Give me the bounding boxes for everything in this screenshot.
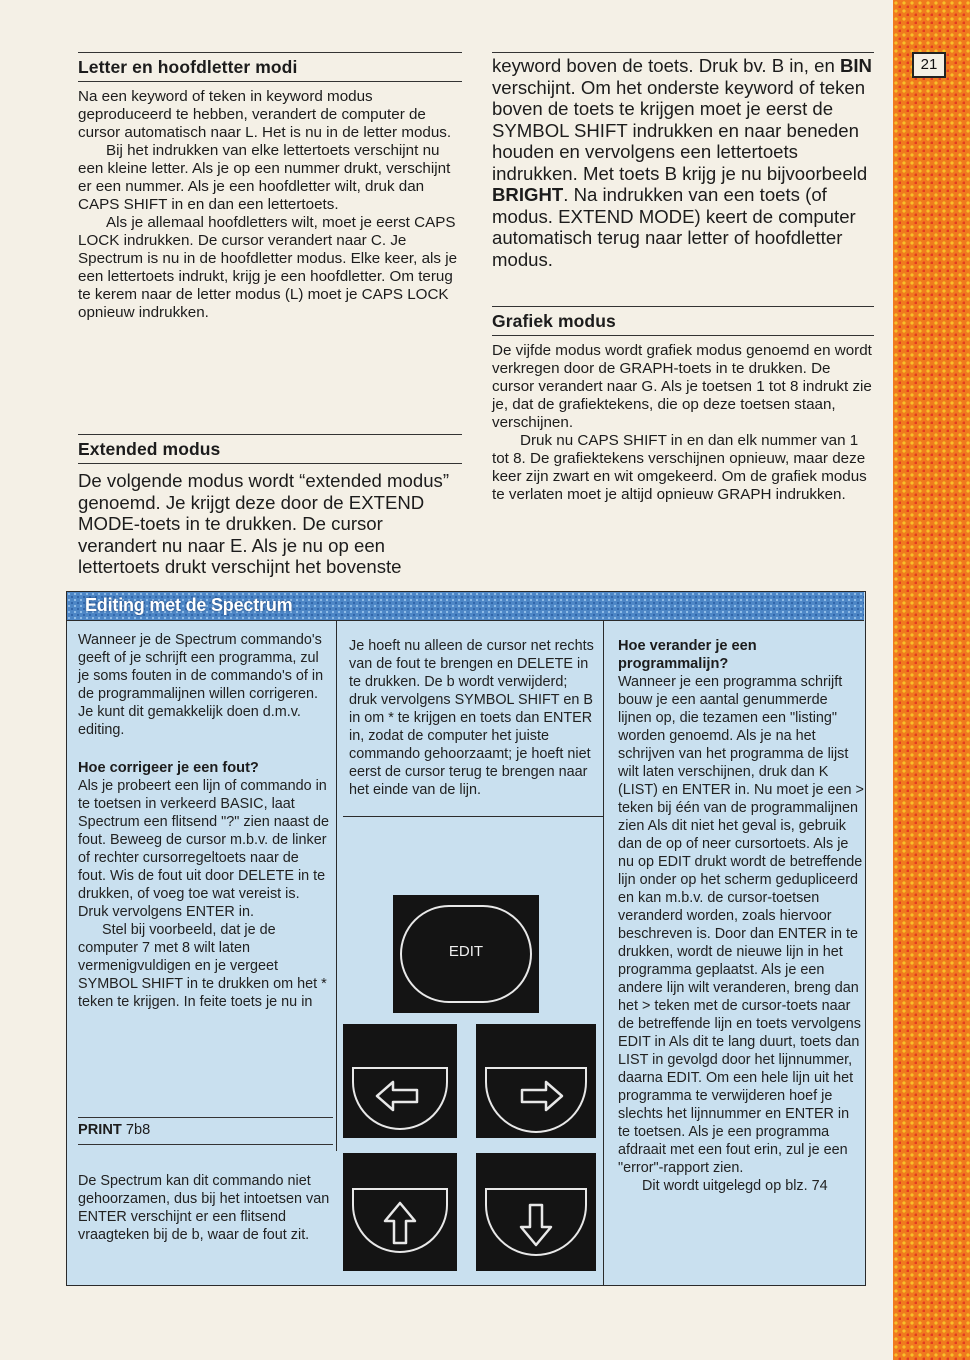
box-title: Editing met de Spectrum	[85, 595, 293, 615]
subheading: Hoe verander je een programmalijn?	[618, 638, 757, 672]
text-run: . Na indrukken van een toets (of modus. EXTEND MODE) keert de computer automatisch terug naar letter of hoofdletter modus.	[492, 184, 856, 270]
paragraph: Bij het indrukken van elke lettertoets verschijnt nu een kleine letter. Als je op een nummer drukt, verschijnt er een nummer. Als je een hoofdletter wilt, druk dan CAPS SHIFT in en dan een lettertoets.	[78, 142, 451, 213]
paragraph: Dit wordt uitgelegd op blz. 74	[642, 1178, 828, 1194]
column-divider	[336, 621, 337, 1151]
left-arrow-icon	[343, 1024, 457, 1138]
box-column-1-end	[78, 1172, 330, 1244]
heading-letter-modi: Letter en hoofdletter modi	[78, 52, 462, 82]
heading-grafiek-modus: Grafiek modus	[492, 306, 874, 336]
text-run: verschijnt. Om het onderste keyword of teken boven de toets te krijgen moet je eerst de SYMBOL SHIFT indrukken en naar beneden houden en vervolgens een lettertoets indrukken. Met toets B krijg je nu bijvoorbeeld	[492, 76, 868, 184]
right-column-grafiek	[492, 306, 874, 504]
paragraph: Stel bij voorbeeld, dat je de computer 7 met 8 wilt laten vermenigvuldigen en je vergeet SYMBOL SHIFT in te drukken om het * teken te krijgen. In feite toets je nu in	[78, 922, 327, 1010]
paragraph: Als je allemaal hoofdletters wilt, moet je eerst CAPS LOCK indrukken. De cursor verandert naar C. Je Spectrum is nu in de hoofdletter modus. Elke keer, als je een lettertoets indrukt, krijg je een hoofdletter. Om terug te kerem naar de letter modus (L) moet je CAPS LOCK opnieuw indrukken.	[78, 214, 458, 321]
cursor-left-key	[343, 1024, 457, 1138]
right-arrow-icon	[476, 1024, 596, 1138]
edit-key	[393, 895, 539, 1013]
cursor-right-key	[476, 1024, 596, 1138]
box-title-bar	[67, 592, 864, 621]
paragraph-continued	[492, 52, 874, 270]
paragraph: De volgende modus wordt “extended modus” genoemd. Je krijgt deze door de EXTEND MODE-toets in te drukken. De cursor verandert nu naar E. Als je nu op een lettertoets drukt verschijnt het bovenste	[78, 470, 450, 577]
edit-key-label: EDIT	[448, 943, 484, 960]
box-column-2	[349, 637, 595, 799]
right-column	[492, 52, 874, 270]
paragraph: Wanneer je een programma schrijft bouw je een aantal genummerde lijnen op, die tezamen een "listing" worden genoemd. Als je na het schrijven van het programma de lijst wilt laten verschijnen, druk dan K (LIST) en ENTER in. Nu moet je een > teken bij één van de programmalijnen zien Als dit niet het geval is, gebruik dan de op of neer cursortoets. Als je nu op EDIT drukt wordt de betreffende lijn onder op het scherm gedupliceerd en kan m.b.v. de cursor-toetsen veranderd worden, zoals hiervoor beschreven is. Door dan ENTER in te drukken, wordt de nieuwe lijn in het programma geplaatst. Als je een andere lijn wilt veranderen, breng dan het > teken met de cursor-toets naar de betreffende lijn en toets vervolgens EDIT in Als dit te lang duurt, toets dan LIST in gevolgd door het lijnnummer, daarna EDIT. Om een hele lijn uit het programma te verwijderen hoef je slechts het lijnnummer en ENTER in te toetsen. Als je een programma afdraait met een fout erin, zul je een "error"-rapport zien.	[618, 674, 864, 1176]
page-number: 21	[912, 52, 946, 78]
bold-keyword: BIN	[839, 55, 872, 76]
down-arrow-icon	[476, 1153, 596, 1271]
cursor-down-key	[476, 1153, 596, 1271]
column-divider	[603, 621, 604, 1285]
print-keyword: PRINT	[78, 1122, 122, 1138]
divider	[343, 816, 603, 817]
paragraph: De Spectrum kan dit commando niet gehoorzamen, dus bij het intoetsen van ENTER verschijnt er een flitsend vraagteken bij de b, waar de fout zit.	[78, 1173, 330, 1243]
paragraph: Druk nu CAPS SHIFT in en dan elk nummer van 1 tot 8. De grafiektekens verschijnen opnieuw, maar deze keer zijn zwart en wit omgekeerd. Om de grafiek modus te verlaten moet je altijd opnieuw GRAPH indrukken.	[492, 432, 867, 503]
heading-extended-modus: Extended modus	[78, 434, 462, 464]
box-column-3	[618, 637, 864, 1195]
left-column-extended	[78, 434, 462, 578]
print-argument: 7b8	[121, 1122, 151, 1138]
box-column-1	[78, 631, 330, 1011]
cursor-up-key	[343, 1153, 457, 1271]
left-column	[78, 52, 462, 322]
paragraph: Wanneer je de Spectrum commando's geeft of je schrijft een programma, zul je soms fouten in de commando's of in de programmalijnen willen corrigeren. Je kunt dit gemakkelijk doen d.m.v. editing.	[78, 632, 324, 738]
paragraph: De vijfde modus wordt grafiek modus genoemd en wordt verkregen door de GRAPH-toets in te drukken. De cursor verandert naar G. Als je toetsen 1 tot 8 indrukt zie je, dat de grafiektekens, die op deze toetsen staan, verschijnen.	[492, 342, 872, 431]
paragraph: Je hoeft nu alleen de cursor net rechts van de fout te brengen en DELETE in te drukken. De b wordt verwijderd; druk vervolgens SYMBOL SHIFT en B in om * te krijgen en toets dan ENTER in, zodat de computer het juiste commando gehoorzaamt; je hoeft niet eerst de cursor terug te brengen naar het einde van de lijn.	[349, 638, 594, 798]
subheading: Hoe corrigeer je een fout?	[78, 760, 259, 776]
bold-keyword: BRIGHT	[492, 184, 564, 205]
up-arrow-icon	[343, 1153, 457, 1271]
print-example	[78, 1117, 333, 1145]
text-run: keyword boven de toets. Druk bv. B in, en	[492, 55, 840, 76]
paragraph: Als je probeert een lijn of commando in te toetsen in verkeerd BASIC, laat Spectrum een flitsend "?" zien naast de fout. Beweeg de cursor m.b.v. de linker of rechter cursorregeltoets naar de fout. Wis de fout uit door DELETE in te drukken, of voeg toe wat vereist is. Druk vervolgens ENTER in.	[78, 778, 330, 920]
paragraph: Na een keyword of teken in keyword modus geproduceerd te hebben, verandert de computer de cursor automatisch naar L. Het is nu in de letter modus.	[78, 88, 452, 141]
decorative-side-stripe	[893, 0, 970, 1360]
